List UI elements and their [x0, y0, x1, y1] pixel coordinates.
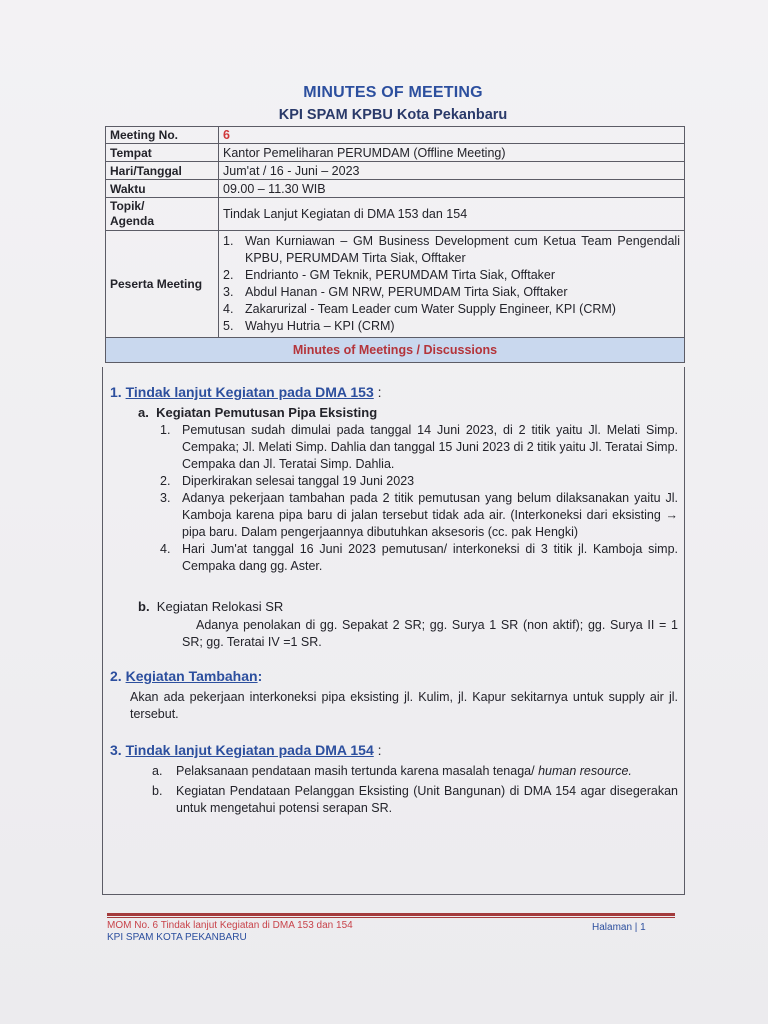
topik-label-line2: Agenda	[110, 214, 155, 228]
list-text: Hari Jum'at tanggal 16 Juni 2023 pemutusan/ interkoneksi di 3 titik jl. Kamboja simp. Cempaka dang gg. Aster.	[182, 542, 678, 573]
section-number: 1.	[110, 384, 122, 400]
list-number: 4.	[223, 302, 234, 316]
list-number: 4.	[160, 542, 171, 556]
list-number: b.	[152, 784, 163, 798]
list-number: 5.	[223, 319, 234, 333]
list-item	[160, 541, 678, 575]
section-1b-text: Adanya penolakan di gg. Sepakat 2 SR; gg. Surya 1 SR (non aktif); gg. Surya II = 1 SR; gg. Teratai IV =1 SR.	[182, 618, 678, 649]
sub-title: Kegiatan Relokasi SR	[156, 599, 284, 614]
list-item	[152, 783, 678, 817]
peserta-text: Endrianto - GM Teknik, PERUMDAM Tirta Siak, Offtaker	[245, 268, 556, 282]
list-text-main: Pelaksanaan pendataan masih tertunda karena masalah tenaga/	[176, 764, 535, 778]
section-2-heading	[110, 668, 262, 685]
list-number: 1.	[223, 234, 234, 248]
section-1-heading	[110, 384, 382, 401]
peserta-label: Peserta Meeting	[106, 231, 219, 338]
peserta-text: Zakarurizal - Team Leader cum Water Supply Engineer, KPI (CRM)	[245, 302, 616, 316]
list-number: 3.	[160, 491, 171, 505]
section-colon: :	[377, 742, 382, 758]
meeting-no-label: Meeting No.	[106, 127, 219, 144]
section-1a-list	[160, 422, 678, 575]
section-colon: :	[377, 384, 382, 400]
topik-label-line1: Topik/	[110, 199, 145, 213]
waktu-label: Waktu	[106, 180, 219, 198]
sub-title: Kegiatan Pemutusan Pipa Eksisting	[156, 405, 378, 420]
tempat-value: Kantor Pemeliharan PERUMDAM (Offline Meeting)	[219, 144, 685, 162]
peserta-text: Wahyu Hutria – KPI (CRM)	[245, 319, 395, 333]
list-item	[160, 473, 678, 490]
list-item	[152, 763, 678, 780]
list-text: Diperkirakan selesai tanggal 19 Juni 2023	[182, 474, 415, 488]
list-text	[176, 763, 678, 780]
section-1b-heading	[138, 598, 283, 615]
list-item	[160, 490, 678, 541]
peserta-text: Wan Kurniawan – GM Business Development cum Ketua Team Pengendali KPBU, PERUMDAM Tirta Siak, Offtaker	[245, 234, 680, 265]
section-2-text: Akan ada pekerjaan interkoneksi pipa eksisting jl. Kulim, jl. Kapur sekitarnya untuk supply air jl. tersebut.	[130, 690, 678, 721]
peserta-text: Abdul Hanan - GM NRW, PERUMDAM Tirta Siak, Offtaker	[245, 285, 568, 299]
section-title: Tindak lanjut Kegiatan pada DMA 154	[125, 742, 374, 758]
list-number: a.	[152, 764, 163, 778]
list-number: 2.	[223, 268, 234, 282]
section-1a-heading	[138, 404, 377, 421]
section-title: Tindak lanjut Kegiatan pada DMA 153	[125, 384, 374, 400]
topik-value: Tindak Lanjut Kegiatan di DMA 153 dan 154	[219, 198, 685, 231]
document-subtitle: KPI SPAM KPBU Kota Pekanbaru	[278, 107, 508, 123]
footer-page-number: Halaman | 1	[592, 922, 646, 933]
document-title: MINUTES OF MEETING	[303, 84, 483, 101]
footer-organization: KPI SPAM KOTA PEKANBARU	[107, 932, 247, 943]
section-number: 2.	[110, 668, 122, 684]
section-colon: :	[257, 668, 263, 684]
list-text-italic: human resource.	[538, 764, 632, 778]
list-text: Adanya pekerjaan tambahan pada 2 titik pemutusan yang belum dilaksanakan yaitu Jl. Kamboja karena pipa baru di jalan tersebut tidak ada air. (Interkoneksi dari eksisting → pipa baru. Dalam pengerjaannya dibutuhkan aksesoris (cc. pak Hengki)	[182, 491, 678, 539]
list-number: 3.	[223, 285, 234, 299]
list-number: 2.	[160, 474, 171, 488]
section-number: 3.	[110, 742, 122, 758]
sub-label: a.	[138, 405, 149, 420]
meeting-no-value: 6	[219, 127, 685, 144]
section-title: Kegiatan Tambahan	[125, 668, 258, 684]
section-3-heading	[110, 742, 382, 759]
discussion-header: Minutes of Meetings / Discussions	[106, 338, 685, 363]
footer-document-title: MOM No. 6 Tindak lanjut Kegiatan di DMA 153 dan 154	[107, 920, 353, 931]
section-3-list	[152, 763, 678, 817]
sub-label: b.	[138, 599, 150, 614]
waktu-value: 09.00 – 11.30 WIB	[219, 180, 685, 198]
footer-divider-thin	[107, 917, 675, 918]
footer-divider	[107, 913, 675, 916]
tempat-label: Tempat	[106, 144, 219, 162]
hari-label: Hari/Tanggal	[106, 162, 219, 180]
list-number: 1.	[160, 423, 171, 437]
list-text: Kegiatan Pendataan Pelanggan Eksisting (Unit Bangunan) di DMA 154 agar disegerakan untuk mengetahui potensi serapan SR.	[176, 784, 678, 815]
list-text: Pemutusan sudah dimulai pada tanggal 14 Juni 2023, di 2 titik yaitu Jl. Melati Simp. Cempaka; Jl. Melati Simp. Dahlia dan tanggal 15 Juni 2023 di 2 titik yaitu Jl. Teratai Simp. Cempaka dan Jl. Teratai Simp. Dahlia.	[182, 423, 678, 471]
hari-value: Jum'at / 16 - Juni – 2023	[219, 162, 685, 180]
list-item	[160, 422, 678, 473]
